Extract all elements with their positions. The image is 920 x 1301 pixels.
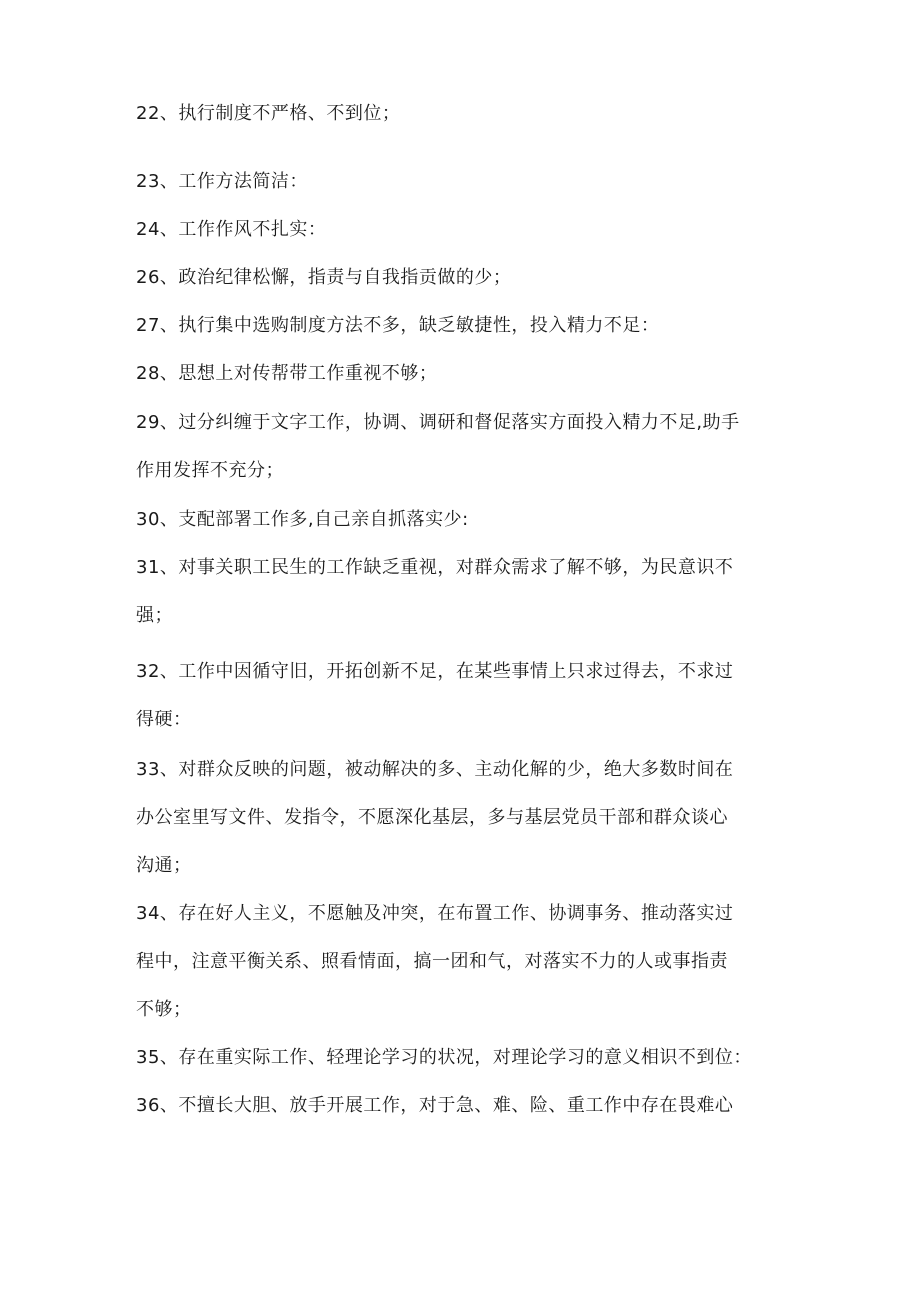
- item-line: 22、执行制度不严格、不到位；: [136, 103, 401, 124]
- list-item-32: [136, 648, 796, 744]
- item-line: 24、工作作风不扎实：: [136, 219, 327, 240]
- item-line: 36、不擅长大胆、放手开展工作，对于急、难、险、重工作中存在畏难心: [136, 1095, 734, 1116]
- item-line: 沟通；: [136, 855, 192, 876]
- item-line: 33、对群众反映的问题，被动解决的多、主动化解的少，绝大多数时间在: [136, 759, 734, 780]
- item-line: 23、工作方法简洁：: [136, 171, 308, 192]
- item-line: 强；: [136, 605, 173, 626]
- item-line: 26、政治纪律松懈，指责与自我指贡做的少；: [136, 267, 512, 288]
- item-line: 不够；: [136, 999, 192, 1020]
- item-line: 32、工作中因循守旧，开拓创新不足，在某些事情上只求过得去，不求过: [136, 661, 734, 682]
- list-item-27: [136, 302, 796, 350]
- list-item-30: [136, 496, 796, 544]
- list-item-35: [136, 1034, 796, 1082]
- item-line: 作用发挥不充分；: [136, 460, 284, 481]
- list-item-31: [136, 544, 796, 640]
- list-item-28: [136, 350, 796, 398]
- list-item-33: [136, 746, 796, 890]
- list-item-22: [136, 90, 796, 138]
- item-line: 程中，注意平衡关系、照看情面，搞一团和气，对落实不力的人或事指责: [136, 951, 728, 972]
- item-line: 得硬：: [136, 709, 192, 730]
- list-item-29: [136, 399, 796, 495]
- item-line: 31、对事关职工民生的工作缺乏重视，对群众需求了解不够，为民意识不: [136, 557, 734, 578]
- list-item-36: [136, 1082, 796, 1130]
- item-line: 30、支配部署工作多,自己亲自抓落实少:: [136, 509, 469, 530]
- item-line: 35、存在重实际工作、轻理论学习的状况，对理论学习的意义相识不到位：: [136, 1047, 752, 1068]
- list-item-26: [136, 254, 796, 302]
- list-item-34: [136, 890, 796, 1034]
- item-line: 28、思想上对传帮带工作重视不够；: [136, 363, 438, 384]
- list-item-23: [136, 158, 796, 206]
- list-item-24: [136, 206, 796, 254]
- item-line: 29、过分纠缠于文字工作，协调、调研和督促落实方面投入精力不足,助手: [136, 412, 740, 433]
- item-line: 办公室里写文件、发指令，不愿深化基层，多与基层党员干部和群众谈心: [136, 807, 728, 828]
- item-line: 34、存在好人主义，不愿触及冲突，在布置工作、协调事务、推动落实过: [136, 903, 734, 924]
- item-line: 27、执行集中选购制度方法不多，缺乏敏捷性，投入精力不足：: [136, 315, 660, 336]
